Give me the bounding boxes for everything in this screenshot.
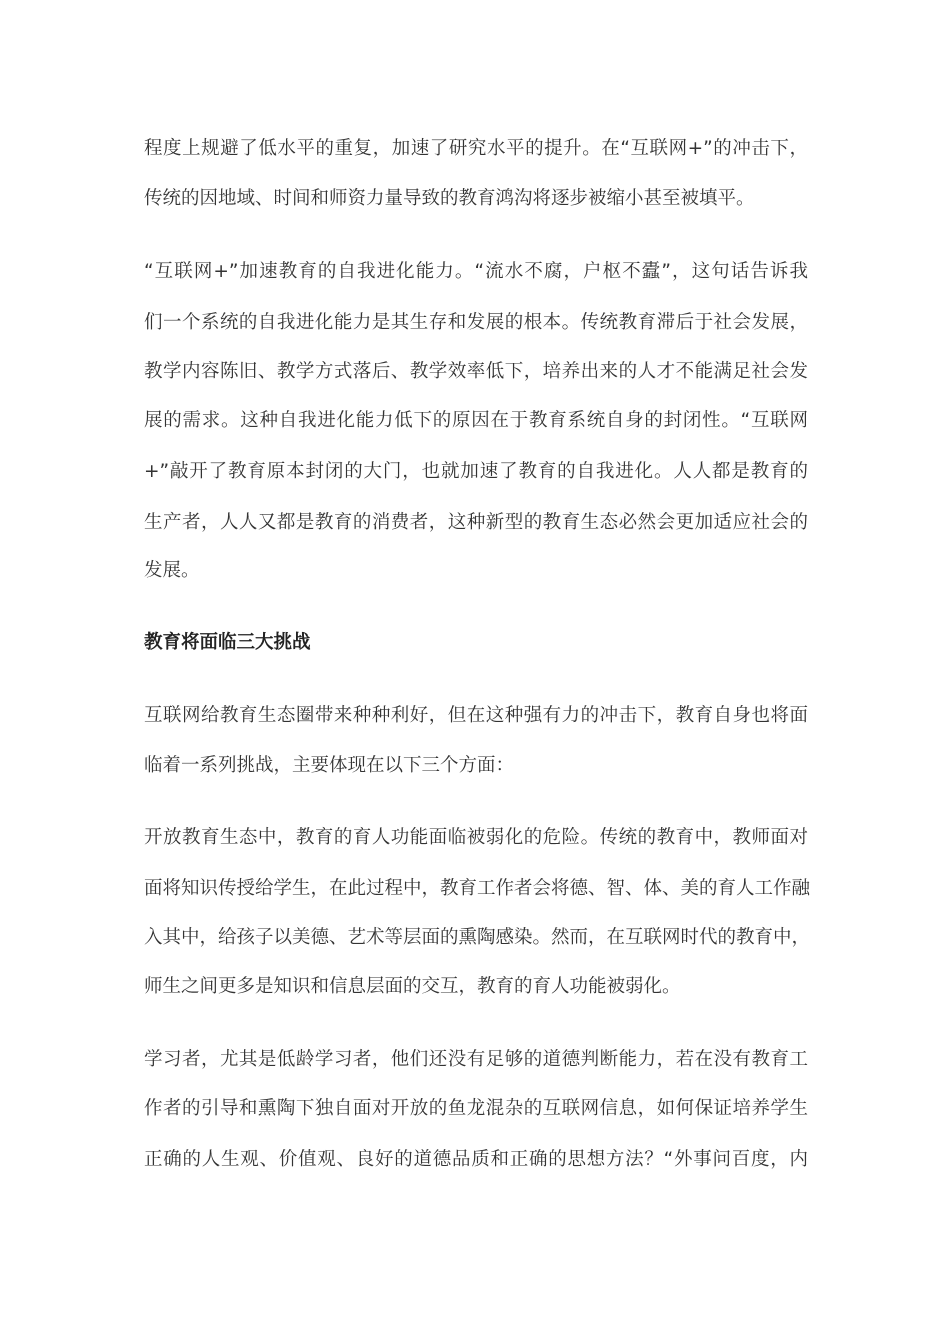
paragraph-line: 展的需求。这种自我进化能力低下的原因在于教育系统自身的封闭性。“互联网	[144, 410, 808, 431]
paragraph-line: 正确的人生观、价值观、良好的道德品质和正确的思想方法？“外事问百度，内	[144, 1149, 808, 1170]
paragraph-line: 师生之间更多是知识和信息层面的交互，教育的育人功能被弱化。	[144, 976, 681, 997]
paragraph-line: 面将知识传授给学生，在此过程中，教育工作者会将德、智、体、美的育人工作融	[144, 878, 811, 899]
paragraph-line: 作者的引导和熏陶下独自面对开放的鱼龙混杂的互联网信息，如何保证培养学生	[144, 1098, 808, 1119]
paragraph-line: 互联网给教育生态圈带来种种利好，但在这种强有力的冲击下，教育自身也将面	[144, 705, 808, 726]
paragraph-line: 教学内容陈旧、教学方式落后、教学效率低下，培养出来的人才不能满足社会发	[144, 361, 808, 382]
section-heading: 教育将面临三大挑战	[144, 632, 311, 653]
paragraph-line: 们一个系统的自我进化能力是其生存和发展的根本。传统教育滞后于社会发展，	[144, 312, 808, 333]
paragraph-line: 临着一系列挑战，主要体现在以下三个方面：	[144, 755, 515, 776]
paragraph-line: 传统的因地域、时间和师资力量导致的教育鸿沟将逐步被缩小甚至被填平。	[144, 188, 755, 209]
paragraph-line: 开放教育生态中，教育的育人功能面临被弱化的危险。传统的教育中，教师面对	[144, 827, 808, 848]
paragraph-line: +”敲开了教育原本封闭的大门，也就加速了教育的自我进化。人人都是教育的	[144, 461, 808, 482]
paragraph-line: 入其中，给孩子以美德、艺术等层面的熏陶感染。然而，在互联网时代的教育中，	[144, 927, 811, 948]
paragraph-line: 学习者，尤其是低龄学习者，他们还没有足够的道德判断能力，若在没有教育工	[144, 1049, 808, 1070]
paragraph-line: 生产者，人人又都是教育的消费者，这种新型的教育生态必然会更加适应社会的	[144, 512, 808, 533]
paragraph-line: 程度上规避了低水平的重复，加速了研究水平的提升。在“互联网+”的冲击下，	[144, 138, 808, 159]
paragraph-line: 发展。	[144, 560, 200, 581]
paragraph-line: “互联网+”加速教育的自我进化能力。“流水不腐，户枢不蠹”，这句话告诉我	[144, 261, 808, 282]
